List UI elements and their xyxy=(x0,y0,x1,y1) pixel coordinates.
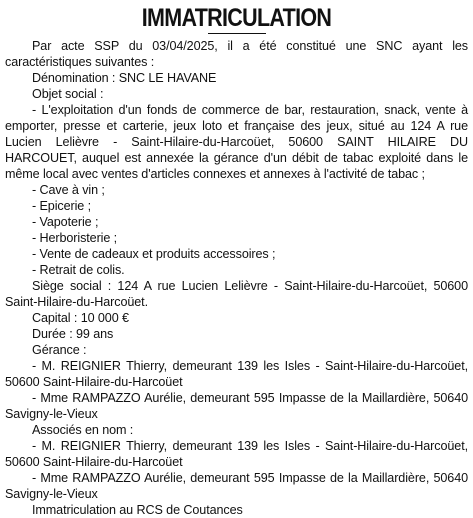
gerance-entry: - M. REIGNIER Thierry, demeurant 139 les Isles - Saint-Hilaire-du-Harcoüet, 50600 Saint-Hilaire-du-Harcoüet xyxy=(5,359,468,389)
objet-list-item: - Epicerie ; xyxy=(32,199,91,213)
associes-label: Associés en nom : xyxy=(32,423,134,437)
denomination-line: Dénomination : SNC LE HAVANE xyxy=(32,71,217,85)
objet-list-item: - Retrait de colis. xyxy=(32,263,125,277)
duree-line: Durée : 99 ans xyxy=(32,327,114,341)
objet-list-item: - Vente de cadeaux et produits accessoires ; xyxy=(32,247,276,261)
siege-paragraph: Siège social : 124 A rue Lucien Lelièvre - Saint-Hilaire-du-Harcoüet, 50600 Saint-Hilaire-du-Harcoüet. xyxy=(5,279,468,309)
legal-notice xyxy=(5,4,468,518)
objet-label: Objet social : xyxy=(32,87,104,101)
gerance-label: Gérance : xyxy=(32,343,87,357)
immatriculation-line: Immatriculation au RCS de Coutances xyxy=(32,503,243,517)
objet-list-item: - Vapoterie ; xyxy=(32,215,99,229)
objet-list-item: - Herboristerie ; xyxy=(32,231,118,245)
objet-list xyxy=(5,182,468,278)
notice-title: IMMATRICULATION xyxy=(141,4,332,32)
associe-entry: - M. REIGNIER Thierry, demeurant 139 les Isles - Saint-Hilaire-du-Harcoüet, 50600 Saint-Hilaire-du-Harcoüet xyxy=(5,439,468,469)
objet-list-item: - Cave à vin ; xyxy=(32,183,105,197)
title-underline xyxy=(208,33,266,34)
associe-entry: - Mme RAMPAZZO Aurélie, demeurant 595 Impasse de la Maillardière, 50640 Savigny-le-Vieux xyxy=(5,471,468,501)
notice-body xyxy=(5,38,468,518)
gerance-entry: - Mme RAMPAZZO Aurélie, demeurant 595 Impasse de la Maillardière, 50640 Savigny-le-Vieux xyxy=(5,391,468,421)
capital-line: Capital : 10 000 € xyxy=(32,311,129,325)
intro-paragraph: Par acte SSP du 03/04/2025, il a été constitué une SNC ayant les caractéristiques suivantes : xyxy=(5,39,468,69)
objet-paragraph: - L'exploitation d'un fonds de commerce de bar, restauration, snack, vente à emporter, presse et carterie, jeux loto et française des jeux, situé au 124 A rue Lucien Lelièvre - Saint-Hilaire-du-Harcoüet, 50600 SAINT HILAIRE DU HARCOUET, auquel est annexée la gérance d'un débit de tabac exploité dans le même local avec ventes d'articles connexes et annexes à l'activité de tabac ; xyxy=(5,103,468,181)
